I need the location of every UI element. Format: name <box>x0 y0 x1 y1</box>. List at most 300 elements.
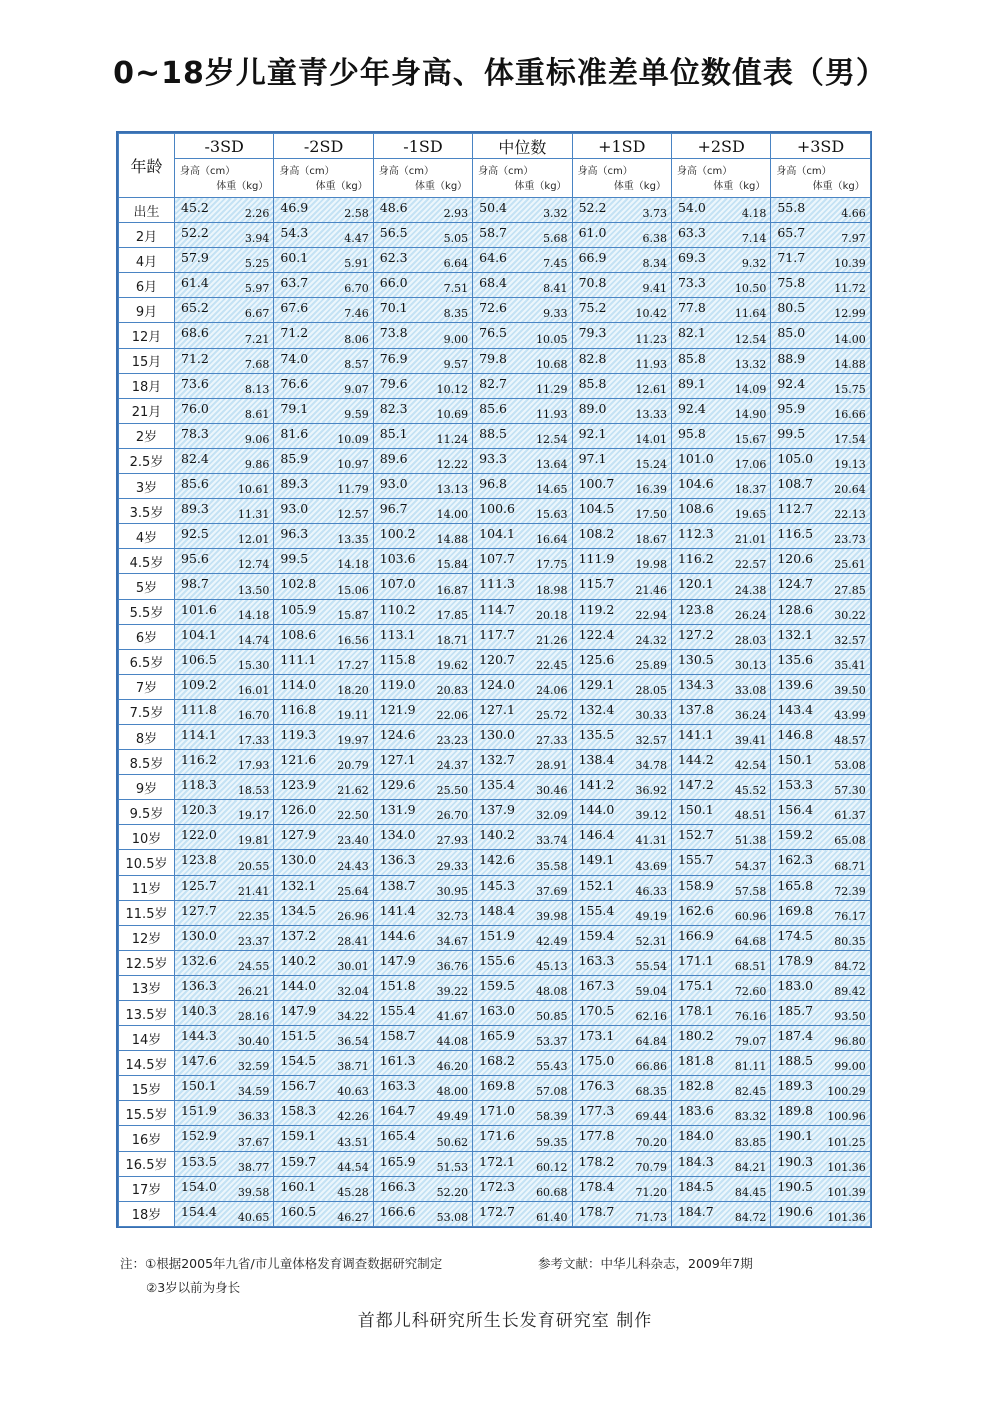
height-value: 129.1 <box>578 676 615 692</box>
weight-value: 20.18 <box>536 608 568 622</box>
value-cell <box>473 1076 572 1101</box>
value-cell <box>671 674 770 699</box>
value-cell <box>473 298 572 323</box>
table-row <box>119 599 871 624</box>
weight-value: 30.33 <box>635 708 667 722</box>
value-cell <box>373 1201 472 1226</box>
value-cell <box>771 198 870 223</box>
value-cell <box>274 649 373 674</box>
weight-value: 15.06 <box>337 583 369 597</box>
weight-value: 4.66 <box>841 207 866 221</box>
weight-value: 13.64 <box>536 458 568 472</box>
note-1: 注：①根据2005年九省/市儿童体格发育调查数据研究制定 <box>120 1256 443 1271</box>
weight-value: 6.38 <box>642 232 667 246</box>
height-value: 124.7 <box>777 576 814 592</box>
weight-value: 10.05 <box>536 332 568 346</box>
height-value: 132.7 <box>479 752 515 768</box>
weight-value: 76.17 <box>834 909 866 923</box>
height-value: 61.4 <box>181 275 209 291</box>
weight-value: 6.70 <box>344 282 369 296</box>
unit-header <box>373 159 472 198</box>
age-cell: 18岁 <box>119 1201 175 1226</box>
age-column-header: 年龄 <box>119 134 175 198</box>
footer-credit: 首都儿科研究所生长发育研究室 制作 <box>357 1311 653 1331</box>
height-value: 136.3 <box>379 852 416 868</box>
weight-value: 84.45 <box>734 1185 767 1199</box>
value-cell <box>175 825 274 850</box>
value-cell <box>572 724 671 749</box>
weight-value: 25.64 <box>337 884 369 898</box>
table-row <box>119 423 871 448</box>
value-cell <box>274 524 373 549</box>
height-value: 92.1 <box>578 425 607 441</box>
weight-value: 59.35 <box>536 1135 568 1149</box>
value-cell <box>572 1051 671 1076</box>
value-cell <box>373 1001 472 1026</box>
value-cell <box>274 373 373 398</box>
height-value: 76.5 <box>479 325 508 341</box>
weight-value: 68.35 <box>635 1085 667 1099</box>
height-value: 122.0 <box>181 827 217 843</box>
value-cell <box>274 574 373 599</box>
age-cell: 21月 <box>119 398 175 423</box>
weight-value: 34.78 <box>635 759 667 773</box>
height-value: 105.9 <box>280 601 317 617</box>
weight-value: 25.89 <box>635 658 667 672</box>
value-cell <box>771 925 870 950</box>
height-value: 114.7 <box>479 601 515 617</box>
value-cell <box>175 1001 274 1026</box>
value-cell <box>473 348 572 373</box>
height-value: 123.9 <box>280 777 317 793</box>
age-cell: 8.5岁 <box>119 750 175 775</box>
height-value: 79.8 <box>479 350 508 366</box>
height-value: 137.8 <box>677 701 714 717</box>
value-cell <box>572 750 671 775</box>
value-cell <box>473 1001 572 1026</box>
height-value: 155.6 <box>479 952 515 968</box>
value-cell <box>373 775 472 800</box>
weight-value: 12.54 <box>536 432 568 446</box>
weight-value: 46.20 <box>436 1060 469 1074</box>
weight-value: 26.96 <box>337 909 369 923</box>
weight-value: 7.21 <box>244 332 270 346</box>
height-value: 89.3 <box>181 501 209 517</box>
value-cell <box>175 574 274 599</box>
weight-value: 50.85 <box>536 1010 568 1024</box>
value-cell <box>175 1101 274 1126</box>
height-value: 98.7 <box>181 576 209 592</box>
weight-value: 40.65 <box>237 1210 270 1224</box>
weight-value: 14.65 <box>536 483 568 497</box>
height-value: 125.7 <box>181 877 217 893</box>
weight-value: 9.86 <box>244 458 270 472</box>
weight-value: 16.64 <box>536 533 568 547</box>
value-cell <box>671 273 770 298</box>
value-cell <box>771 950 870 975</box>
height-value: 130.0 <box>479 726 515 742</box>
value-cell <box>671 775 770 800</box>
height-value: 116.2 <box>181 752 217 768</box>
value-cell <box>274 599 373 624</box>
weight-value: 19.13 <box>834 458 866 472</box>
weight-value: 44.08 <box>436 1035 469 1049</box>
value-cell <box>373 724 472 749</box>
height-value: 140.3 <box>181 1003 217 1018</box>
weight-value: 14.90 <box>734 407 767 421</box>
weight-value: 15.24 <box>635 458 667 472</box>
height-value: 61.0 <box>578 225 607 241</box>
weight-value: 100.29 <box>827 1085 866 1099</box>
height-value: 144.0 <box>280 977 317 993</box>
weight-value: 11.23 <box>635 332 667 346</box>
weight-value: 24.37 <box>436 759 469 773</box>
weight-value: 13.50 <box>237 583 270 597</box>
value-cell <box>373 950 472 975</box>
table-row <box>119 649 871 674</box>
weight-value: 8.13 <box>244 382 270 396</box>
weight-value: 16.87 <box>436 583 469 597</box>
height-value: 70.1 <box>379 300 408 316</box>
age-cell: 9.5岁 <box>119 800 175 825</box>
value-cell <box>473 699 572 724</box>
weight-value: 64.84 <box>635 1035 667 1049</box>
height-value: 136.3 <box>181 977 217 993</box>
weight-value: 45.52 <box>734 784 767 798</box>
weight-value: 8.57 <box>344 357 369 371</box>
weight-value: 34.67 <box>436 934 469 948</box>
weight-value: 25.50 <box>436 784 469 798</box>
age-cell: 3岁 <box>119 474 175 499</box>
weight-value: 54.37 <box>734 859 767 873</box>
value-cell <box>473 273 572 298</box>
weight-value: 13.13 <box>436 483 469 497</box>
height-value: 161.3 <box>379 1053 416 1069</box>
value-cell <box>572 223 671 248</box>
height-value: 144.2 <box>677 752 714 768</box>
weight-value: 11.93 <box>536 407 568 421</box>
weight-value: 10.50 <box>734 282 767 296</box>
weight-value: 28.03 <box>734 633 767 647</box>
value-cell <box>175 398 274 423</box>
value-cell <box>473 850 572 875</box>
value-cell <box>175 524 274 549</box>
weight-value: 22.35 <box>237 909 270 923</box>
value-cell <box>473 875 572 900</box>
height-value: 130.0 <box>181 927 217 943</box>
weight-value: 30.22 <box>834 608 866 622</box>
weight-value: 61.37 <box>834 809 866 823</box>
height-value: 143.4 <box>777 701 814 717</box>
weight-value: 20.79 <box>337 759 369 773</box>
height-value: 184.5 <box>677 1178 714 1194</box>
weight-value: 14.00 <box>834 332 866 346</box>
weight-value: 72.39 <box>834 884 866 898</box>
age-cell: 15岁 <box>119 1076 175 1101</box>
height-value: 127.1 <box>479 701 515 717</box>
table-row <box>119 1126 871 1151</box>
age-cell: 11.5岁 <box>119 900 175 925</box>
value-cell <box>572 1201 671 1226</box>
height-unit-label: 身高（cm） <box>577 166 633 177</box>
height-value: 104.6 <box>677 476 714 492</box>
value-cell <box>473 950 572 975</box>
height-value: 146.4 <box>578 827 615 843</box>
weight-value: 4.47 <box>344 232 369 246</box>
sd-header: +2SD <box>671 134 770 159</box>
age-cell: 2岁 <box>119 423 175 448</box>
height-value: 158.3 <box>280 1103 317 1119</box>
weight-value: 34.22 <box>337 1010 369 1024</box>
value-cell <box>373 800 472 825</box>
weight-value: 10.09 <box>337 432 369 446</box>
value-cell <box>671 348 770 373</box>
weight-value: 9.07 <box>344 382 369 396</box>
height-value: 178.9 <box>777 952 814 968</box>
height-value: 108.6 <box>280 626 317 642</box>
weight-value: 14.88 <box>436 533 469 547</box>
weight-value: 39.12 <box>635 809 667 823</box>
value-cell <box>771 273 870 298</box>
height-value: 116.5 <box>777 526 814 542</box>
weight-value: 9.06 <box>244 432 270 446</box>
weight-value: 48.08 <box>536 985 568 998</box>
weight-value: 52.20 <box>436 1185 469 1199</box>
value-cell <box>671 524 770 549</box>
value-cell <box>373 474 472 499</box>
height-value: 183.6 <box>677 1103 714 1119</box>
weight-value: 43.69 <box>635 859 667 873</box>
height-value: 130.0 <box>280 852 317 868</box>
weight-value: 8.61 <box>244 407 270 421</box>
value-cell <box>373 298 472 323</box>
weight-value: 5.97 <box>244 282 270 296</box>
height-value: 57.9 <box>181 250 209 266</box>
height-value: 190.5 <box>777 1178 814 1194</box>
height-value: 106.5 <box>181 651 217 667</box>
weight-value: 18.98 <box>536 583 568 597</box>
weight-value: 76.16 <box>734 1010 767 1024</box>
table-row <box>119 499 871 524</box>
weight-value: 55.54 <box>635 959 667 973</box>
height-value: 79.3 <box>578 325 607 341</box>
value-cell <box>274 248 373 273</box>
value-cell <box>175 750 274 775</box>
weight-value: 30.46 <box>536 784 568 798</box>
value-cell <box>671 223 770 248</box>
value-cell <box>373 1101 472 1126</box>
weight-value: 3.32 <box>543 207 568 221</box>
weight-value: 81.11 <box>734 1060 767 1074</box>
weight-value: 7.14 <box>741 232 767 246</box>
weight-value: 10.42 <box>635 307 667 321</box>
weight-value: 14.00 <box>436 508 469 522</box>
value-cell <box>671 900 770 925</box>
height-value: 178.1 <box>677 1003 714 1018</box>
weight-value: 14.09 <box>734 382 767 396</box>
height-value: 76.0 <box>181 400 209 416</box>
value-cell <box>572 248 671 273</box>
weight-value: 19.17 <box>237 809 270 823</box>
height-value: 107.0 <box>379 576 416 592</box>
table-row <box>119 624 871 649</box>
value-cell <box>771 398 870 423</box>
value-cell <box>175 273 274 298</box>
height-value: 175.0 <box>578 1053 615 1069</box>
value-cell <box>473 499 572 524</box>
unit-header <box>771 159 870 198</box>
weight-value: 11.29 <box>536 382 568 396</box>
value-cell <box>771 248 870 273</box>
height-value: 82.4 <box>181 450 209 466</box>
value-cell <box>473 674 572 699</box>
height-value: 190.6 <box>777 1203 814 1219</box>
height-value: 124.0 <box>479 676 515 692</box>
height-value: 190.3 <box>777 1153 814 1169</box>
weight-value: 39.98 <box>536 909 568 923</box>
value-cell <box>771 1001 870 1026</box>
height-value: 50.4 <box>479 200 508 215</box>
age-cell: 6岁 <box>119 624 175 649</box>
height-value: 151.5 <box>280 1028 317 1044</box>
height-value: 67.6 <box>280 300 309 316</box>
value-cell <box>473 1051 572 1076</box>
value-cell <box>274 850 373 875</box>
weight-value: 17.33 <box>237 734 270 748</box>
height-value: 64.6 <box>479 250 508 266</box>
age-cell: 5岁 <box>119 574 175 599</box>
value-cell <box>373 1076 472 1101</box>
value-cell <box>572 348 671 373</box>
value-cell <box>572 373 671 398</box>
value-cell <box>175 875 274 900</box>
height-value: 111.8 <box>181 701 217 717</box>
height-value: 147.9 <box>379 952 416 968</box>
weight-value: 14.01 <box>635 432 667 446</box>
value-cell <box>572 975 671 1000</box>
weight-value: 17.54 <box>834 432 866 446</box>
value-cell <box>274 699 373 724</box>
height-value: 122.4 <box>578 626 615 642</box>
height-value: 178.2 <box>578 1153 615 1169</box>
table-row <box>119 198 871 223</box>
value-cell <box>473 775 572 800</box>
value-cell <box>274 1001 373 1026</box>
value-cell <box>175 624 274 649</box>
age-cell: 12岁 <box>119 925 175 950</box>
weight-value: 9.32 <box>741 257 767 271</box>
table-row <box>119 674 871 699</box>
weight-value: 42.54 <box>734 759 767 773</box>
weight-value: 12.57 <box>337 508 369 522</box>
weight-value: 39.58 <box>237 1185 270 1199</box>
height-value: 159.7 <box>280 1153 317 1169</box>
value-cell <box>373 1176 472 1201</box>
value-cell <box>572 323 671 348</box>
weight-value: 23.40 <box>337 834 369 848</box>
weight-value: 39.50 <box>834 683 866 697</box>
height-value: 169.8 <box>777 902 814 918</box>
weight-value: 18.20 <box>337 683 369 697</box>
value-cell <box>771 423 870 448</box>
value-cell <box>671 1101 770 1126</box>
height-value: 77.8 <box>677 300 706 316</box>
value-cell <box>473 649 572 674</box>
weight-value: 30.13 <box>734 658 767 672</box>
value-cell <box>274 1076 373 1101</box>
table-row <box>119 448 871 473</box>
height-value: 81.6 <box>280 425 309 441</box>
height-value: 147.2 <box>677 777 714 793</box>
weight-value: 34.59 <box>237 1085 270 1099</box>
value-cell <box>771 474 870 499</box>
height-value: 85.8 <box>677 350 706 366</box>
weight-value: 60.96 <box>734 909 767 923</box>
height-value: 121.9 <box>379 701 416 717</box>
weight-value: 5.91 <box>344 257 369 271</box>
table-row <box>119 549 871 574</box>
weight-value: 68.71 <box>834 859 866 873</box>
height-value: 75.8 <box>777 275 806 291</box>
height-value: 69.3 <box>677 250 706 266</box>
value-cell <box>572 499 671 524</box>
value-cell <box>671 825 770 850</box>
height-value: 127.9 <box>280 827 317 843</box>
weight-value: 12.99 <box>834 307 866 321</box>
value-cell <box>473 599 572 624</box>
height-value: 155.7 <box>677 852 714 868</box>
value-cell <box>771 1126 870 1151</box>
value-cell <box>671 448 770 473</box>
weight-value: 9.00 <box>443 332 469 346</box>
value-cell <box>473 524 572 549</box>
height-value: 119.0 <box>379 676 416 692</box>
value-cell <box>771 900 870 925</box>
value-cell <box>175 950 274 975</box>
weight-unit-label: 体重（kg） <box>514 181 567 192</box>
value-cell <box>175 1051 274 1076</box>
height-value: 154.4 <box>181 1203 217 1219</box>
height-value: 76.6 <box>280 375 309 391</box>
height-value: 138.7 <box>379 877 416 893</box>
height-value: 88.9 <box>777 350 806 366</box>
height-value: 156.4 <box>777 802 814 818</box>
height-value: 155.4 <box>578 902 615 918</box>
height-value: 123.8 <box>181 852 217 868</box>
height-value: 45.2 <box>181 200 209 215</box>
age-cell: 3.5岁 <box>119 499 175 524</box>
weight-value: 13.35 <box>337 533 369 547</box>
value-cell <box>771 1151 870 1176</box>
weight-value: 19.62 <box>436 658 469 672</box>
weight-unit-label: 体重（kg） <box>613 181 666 192</box>
value-cell <box>373 750 472 775</box>
table-row <box>119 1026 871 1051</box>
height-value: 144.3 <box>181 1028 217 1044</box>
weight-value: 10.61 <box>237 483 270 497</box>
height-value: 167.3 <box>578 977 615 993</box>
weight-value: 9.57 <box>443 357 469 371</box>
value-cell <box>373 649 472 674</box>
table-row <box>119 524 871 549</box>
height-value: 173.1 <box>578 1028 615 1044</box>
weight-value: 101.25 <box>827 1135 866 1149</box>
value-cell <box>175 775 274 800</box>
weight-value: 6.64 <box>443 257 469 271</box>
value-cell <box>572 1176 671 1201</box>
value-cell <box>274 624 373 649</box>
weight-value: 36.76 <box>436 959 469 973</box>
